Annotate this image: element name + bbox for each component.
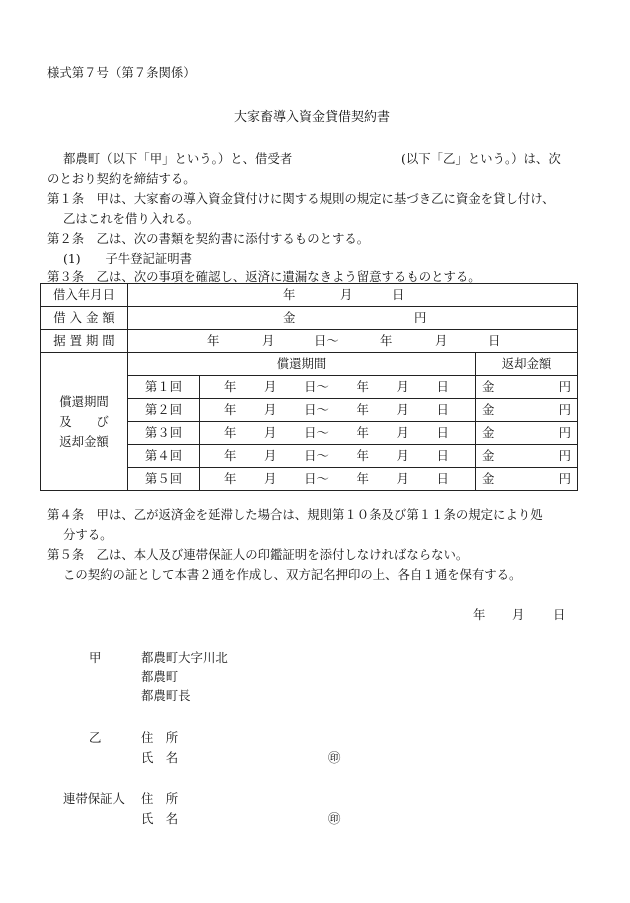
- article-5: 第５条 乙は、本人及び連帯保証人の印鑑証明を添付しなければならない。: [47, 547, 469, 562]
- party-otsu-name-label: 氏 名: [141, 750, 179, 765]
- installment-amount: [476, 376, 578, 399]
- installment-amount: [476, 399, 578, 422]
- guarantor-name-label: 氏 名: [141, 811, 179, 826]
- grace-period-value: [128, 330, 578, 353]
- installment-period: [200, 445, 476, 468]
- table-unit-text: 日: [436, 425, 449, 440]
- guarantor-seal: ㊞: [328, 811, 341, 826]
- installment-label: 第４回: [128, 445, 200, 468]
- intro-line-1b: (以下「乙」という。）は、次: [401, 151, 561, 166]
- table-unit-text: 年: [224, 448, 237, 463]
- table-unit-text: 日～: [304, 448, 329, 463]
- repayment-label: [41, 353, 128, 491]
- intro-line-1a: 都農町（以下「甲」という。）と、借受者: [63, 151, 293, 166]
- table-unit-text: 月: [264, 425, 277, 440]
- table-unit-text: 金: [482, 425, 495, 440]
- period-header: 償還期間: [128, 353, 476, 376]
- table-unit-text: 月: [264, 471, 277, 486]
- article-4-line-1: 第４条 甲は、乙が返済金を延滞した場合は、規則第１０条及び第１１条の規定により処: [47, 507, 543, 522]
- repayment-label-line-1: 償還期間: [59, 393, 109, 409]
- amount-kin-unit: 金: [283, 310, 296, 325]
- table-unit-text: 月: [396, 448, 409, 463]
- borrow-date-row: [41, 284, 578, 307]
- party-kou-label: 甲: [89, 650, 102, 665]
- installment-period: [200, 468, 476, 491]
- grace-end-month: 月: [435, 333, 448, 348]
- table-unit-text: 年: [356, 448, 369, 463]
- table-unit-text: 月: [396, 402, 409, 417]
- article-2: 第２条 乙は、次の書類を契約書に添付するものとする。: [47, 231, 370, 246]
- installment-label: 第１回: [128, 376, 200, 399]
- borrow-amount-value: [128, 307, 578, 330]
- table-unit-text: 日: [436, 402, 449, 417]
- contract-date-day: 日: [553, 607, 566, 622]
- grace-end-day: 日: [488, 333, 501, 348]
- table-unit-text: 円: [558, 471, 572, 486]
- table-unit-text: 年: [224, 425, 237, 440]
- article-2-item-1: (1) 子牛登記証明書: [63, 251, 193, 266]
- repayment-label-line-2: 及 び: [59, 413, 109, 429]
- table-unit-text: 金: [482, 471, 495, 486]
- table-unit-text: 日～: [304, 402, 329, 417]
- table-unit-text: 日～: [304, 471, 329, 486]
- table-unit-text: 月: [396, 471, 409, 486]
- table-unit-text: 円: [558, 379, 572, 394]
- table-unit-text: 日～: [304, 425, 329, 440]
- table-unit-text: 年: [224, 471, 237, 486]
- borrow-date-label: 借入年月日: [41, 284, 128, 307]
- installment-label: 第５回: [128, 468, 200, 491]
- repayment-header-row: [41, 353, 578, 376]
- date-day-unit: 日: [392, 287, 405, 302]
- installment-period: [200, 376, 476, 399]
- installment-amount: [476, 445, 578, 468]
- borrow-amount-row: [41, 307, 578, 330]
- document-title: 大家畜導入資金貸借契約書: [234, 110, 391, 125]
- date-month-unit: 月: [340, 287, 353, 302]
- grace-start-day: 日～: [314, 333, 339, 348]
- table-unit-text: 日: [436, 379, 449, 394]
- grace-start-year: 年: [207, 333, 220, 348]
- table-unit-text: 年: [356, 425, 369, 440]
- party-kou-name: 都農町: [141, 669, 179, 684]
- article-3: 第３条 乙は、次の事項を確認し、返済に遺漏なきよう留意するものとする。: [47, 269, 481, 284]
- article-1-line-2: 乙はこれを借り入れる。: [63, 211, 200, 226]
- party-otsu-seal: ㊞: [328, 750, 341, 765]
- installment-period: [200, 399, 476, 422]
- party-otsu-label: 乙: [89, 730, 102, 745]
- table-unit-text: 日～: [304, 379, 329, 394]
- article-4-line-2: 分する。: [63, 527, 113, 542]
- grace-period-row: [41, 330, 578, 353]
- table-unit-text: 月: [264, 448, 277, 463]
- grace-period-label: 据 置 期 間: [41, 330, 128, 353]
- table-unit-text: 円: [558, 425, 572, 440]
- table-unit-text: 月: [264, 379, 277, 394]
- table-unit-text: 円: [558, 402, 572, 417]
- guarantor-address-label: 住 所: [141, 791, 179, 806]
- loan-terms-table: [40, 283, 578, 491]
- table-unit-text: 金: [482, 379, 495, 394]
- table-unit-text: 日: [436, 471, 449, 486]
- date-year-unit: 年: [283, 287, 296, 302]
- contract-date-year: 年: [473, 607, 486, 622]
- guarantor-label: 連帯保証人: [63, 791, 125, 806]
- table-unit-text: 月: [396, 425, 409, 440]
- borrow-amount-label: 借 入 金 額: [41, 307, 128, 330]
- intro-line-2: のとおり契約を締結する。: [47, 171, 196, 186]
- amount-yen-unit: 円: [414, 310, 427, 325]
- table-unit-text: 円: [558, 448, 572, 463]
- party-kou-address: 都農町大字川北: [141, 650, 228, 665]
- table-unit-text: 月: [396, 379, 409, 394]
- table-unit-text: 年: [356, 402, 369, 417]
- table-unit-text: 年: [356, 379, 369, 394]
- party-otsu-address-label: 住 所: [141, 730, 179, 745]
- amount-header: 返却金額: [476, 353, 578, 376]
- installment-amount: [476, 422, 578, 445]
- table-unit-text: 年: [356, 471, 369, 486]
- party-kou-title: 都農町長: [141, 688, 191, 703]
- contract-date-month: 月: [512, 607, 525, 622]
- table-unit-text: 年: [224, 402, 237, 417]
- form-number: 様式第７号（第７条関係）: [47, 65, 196, 80]
- repayment-label-line-3: 返却金額: [59, 433, 109, 449]
- installment-label: 第２回: [128, 399, 200, 422]
- installment-label: 第３回: [128, 422, 200, 445]
- table-unit-text: 金: [482, 448, 495, 463]
- article-1-line-1: 第１条 甲は、大家畜の導入資金貸付けに関する規則の規定に基づき乙に資金を貸し付け、: [47, 191, 555, 206]
- table-unit-text: 月: [264, 402, 277, 417]
- table-unit-text: 年: [224, 379, 237, 394]
- table-unit-text: 金: [482, 402, 495, 417]
- installment-amount: [476, 468, 578, 491]
- borrow-date-value: [128, 284, 578, 307]
- grace-start-month: 月: [262, 333, 275, 348]
- table-unit-text: 日: [436, 448, 449, 463]
- closing-statement: この契約の証として本書２通を作成し、双方記名押印の上、各自１通を保有する。: [63, 567, 522, 582]
- installment-period: [200, 422, 476, 445]
- grace-end-year: 年: [380, 333, 393, 348]
